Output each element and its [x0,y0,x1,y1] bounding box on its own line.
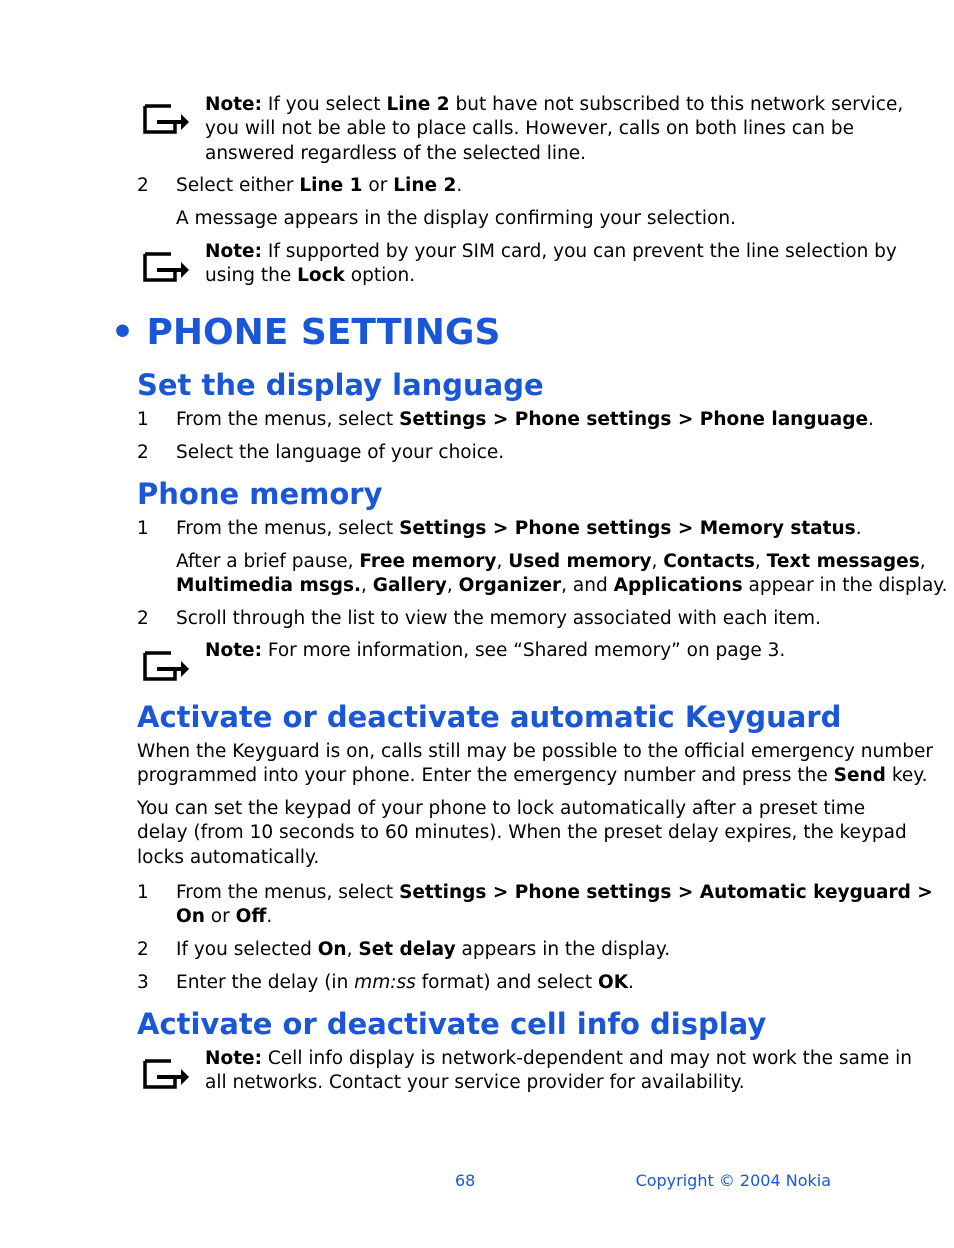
step-text: Enter the delay (in mm:ss format) and select OK. [176,972,634,993]
step-text: From the menus, select Settings > Phone settings > Phone language. [176,409,874,430]
paragraph-line: locks automatically. [137,847,320,868]
section-heading-keyguard: Activate or deactivate automatic Keyguard [137,700,842,734]
copyright: Copyright © 2004 Nokia [635,1171,831,1190]
note-icon [141,1055,191,1091]
paragraph-line: When the Keyguard is on, calls still may be possible to the official emergency number [137,741,933,762]
page-number: 68 [455,1171,476,1190]
step-subtext-line-2: Multimedia msgs., Gallery, Organizer, and Applications appear in the display. [176,575,948,596]
step-text: From the menus, select Settings > Phone settings > Automatic keyguard > [176,882,933,903]
note-text-line-3: answered regardless of the selected line. [205,143,586,164]
note-icon [141,248,191,284]
chapter-heading: • PHONE SETTINGS [111,312,501,353]
step-number: 2 [137,442,149,463]
paragraph-line: programmed into your phone. Enter the emergency number and press the Send key. [137,765,928,786]
section-heading-cell-info: Activate or deactivate cell info display [137,1007,767,1041]
step-number: 1 [137,409,149,430]
step-number: 2 [137,608,149,629]
step-text: From the menus, select Settings > Phone settings > Memory status. [176,518,862,539]
note-icon [141,647,191,683]
paragraph-line: delay (from 10 seconds to 60 minutes). When the preset delay expires, the keypad [137,822,907,843]
step-number: 2 [137,939,149,960]
step-text: If you selected On, Set delay appears in the display. [176,939,671,960]
step-number: 1 [137,518,149,539]
section-heading-display-language: Set the display language [137,368,544,402]
note-text-line-1: Note: If you select Line 2 but have not subscribed to this network service, [205,94,904,115]
note-text-line-1: Note: Cell info display is network-dependent and may not work the same in [205,1048,912,1069]
note-text-line-2: all networks. Contact your service provider for availability. [205,1072,745,1093]
step-number: 3 [137,972,149,993]
note-text-line-1: Note: If supported by your SIM card, you can prevent the line selection by [205,241,897,262]
note-text: Note: For more information, see “Shared memory” on page 3. [205,640,786,661]
note-icon [141,100,191,136]
note-text-line-2: using the Lock option. [205,265,416,286]
step-text: Scroll through the list to view the memory associated with each item. [176,608,821,629]
step-text: Select the language of your choice. [176,442,505,463]
step-number: 1 [137,882,149,903]
section-heading-phone-memory: Phone memory [137,477,383,511]
step-text-line-2: On or Off. [176,906,273,927]
note-text-line-2: you will not be able to place calls. However, calls on both lines can be [205,118,854,139]
step-subtext-line-1: After a brief pause, Free memory, Used memory, Contacts, Text messages, [176,551,926,572]
step-subtext: A message appears in the display confirming your selection. [176,208,736,229]
paragraph-line: You can set the keypad of your phone to lock automatically after a preset time [137,798,866,819]
step-text: Select either Line 1 or Line 2. [176,175,463,196]
step-number: 2 [137,175,149,196]
